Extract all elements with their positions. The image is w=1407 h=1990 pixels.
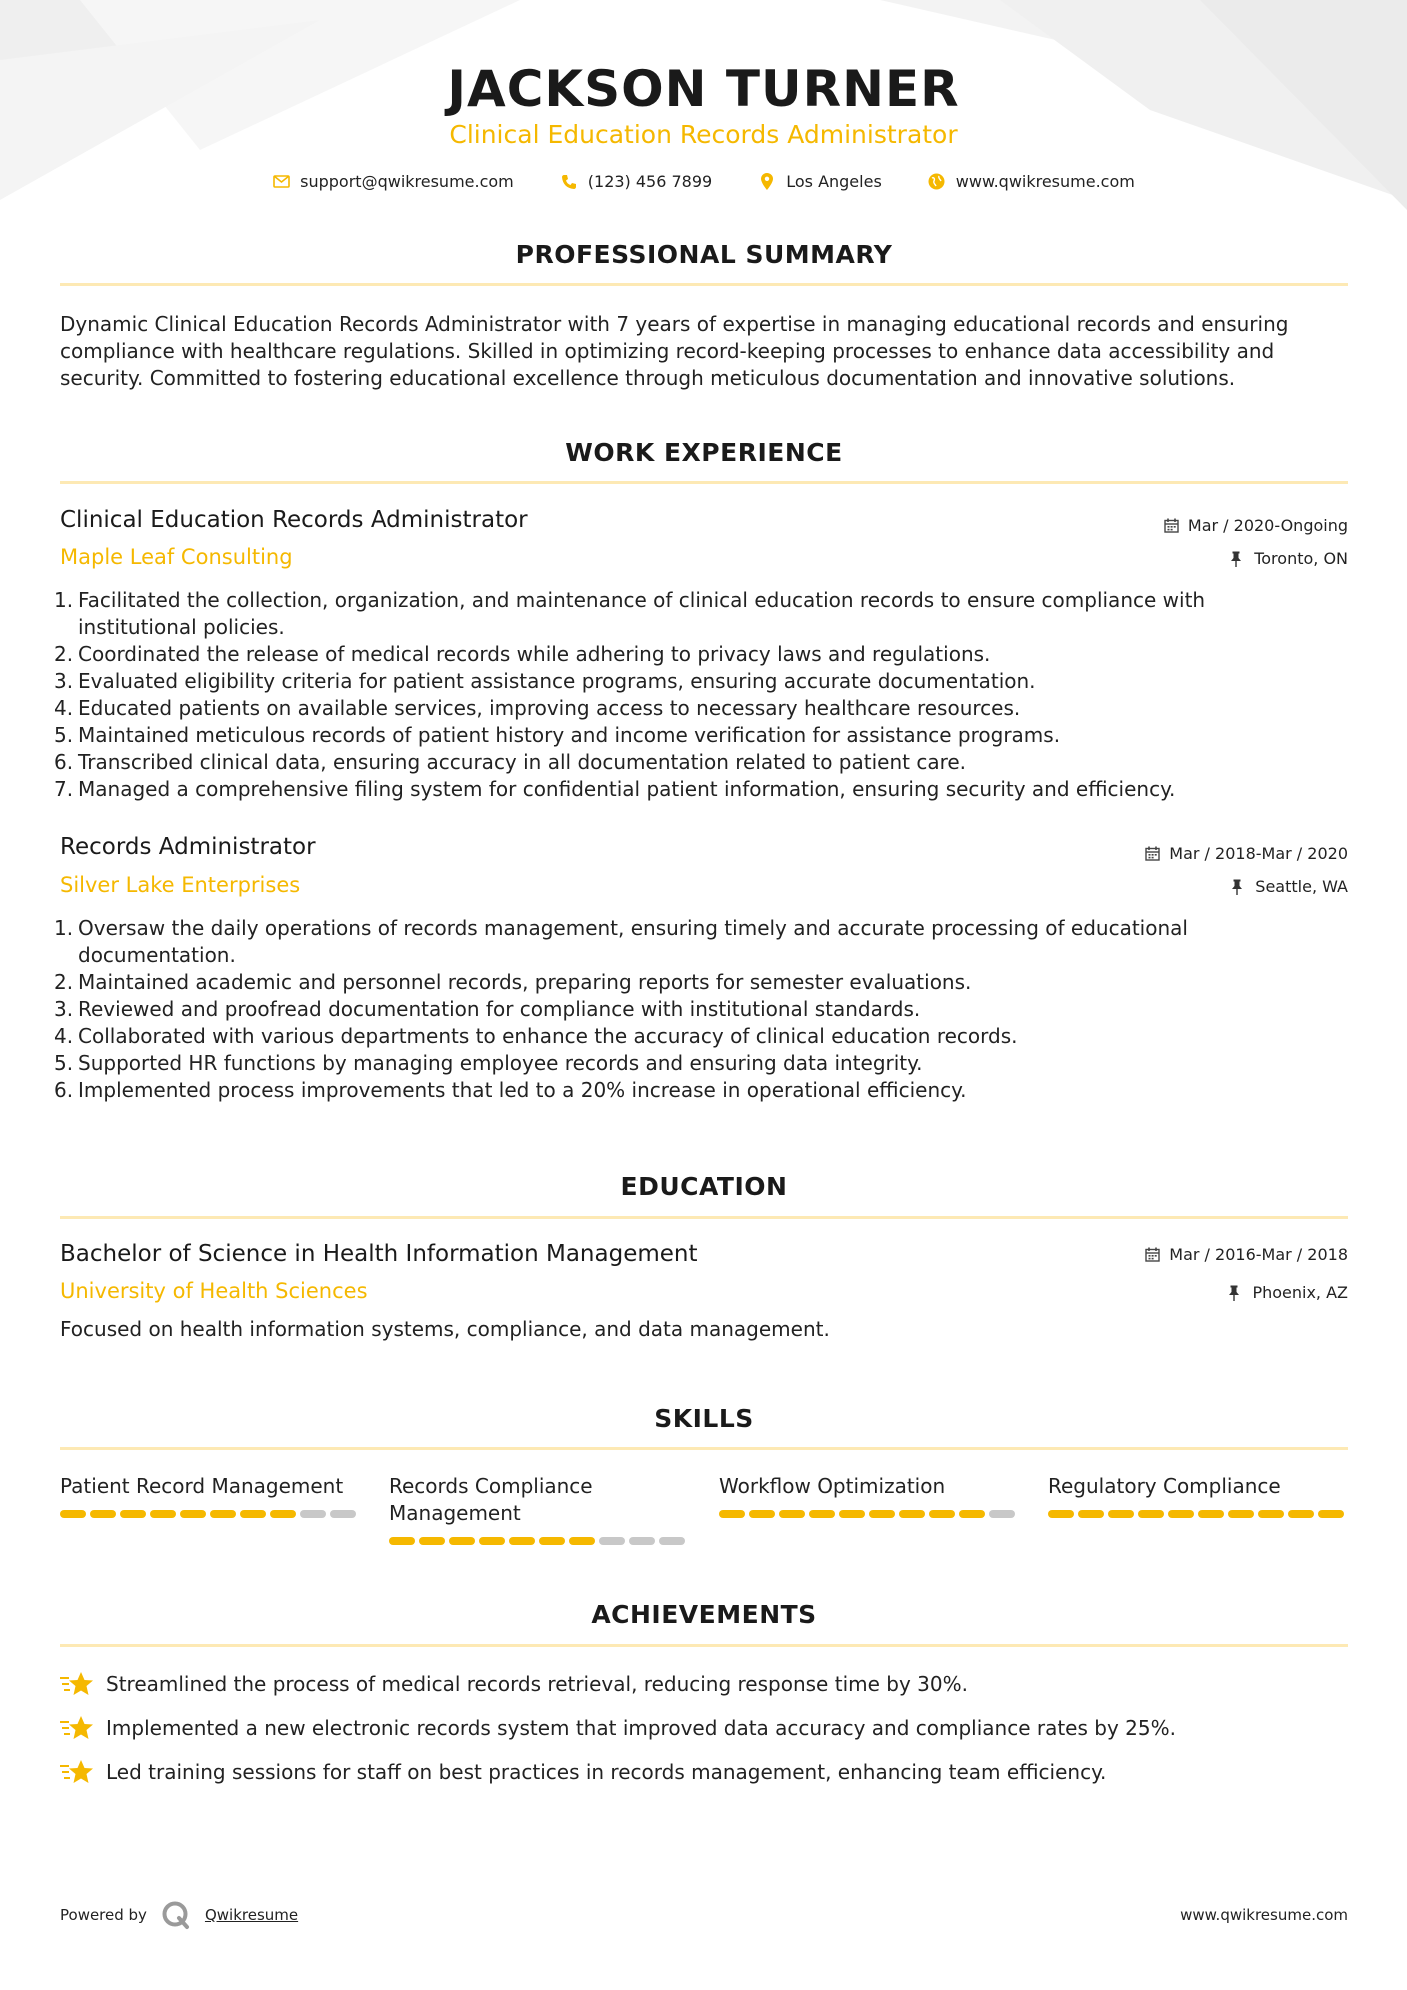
job-date-text: Mar / 2020-Ongoing bbox=[1187, 516, 1348, 535]
skill-level-bar bbox=[60, 1510, 360, 1518]
job-location-text: Toronto, ON bbox=[1254, 549, 1348, 568]
map-pin-icon bbox=[758, 173, 776, 191]
skill-segment-filled bbox=[1318, 1510, 1344, 1518]
list-item: Implemented process improvements that led to a 20% increase in operational efficiency. bbox=[78, 1078, 967, 1102]
star-icon bbox=[60, 1758, 94, 1786]
achievement-text: Implemented a new electronic records system that improved data accuracy and compliance rates by 25%. bbox=[106, 1716, 1176, 1740]
calendar-icon bbox=[1145, 846, 1161, 862]
skill-level-bar bbox=[389, 1537, 689, 1545]
achievements-divider bbox=[60, 1644, 1348, 1647]
star-icon bbox=[60, 1714, 94, 1742]
list-item: Transcribed clinical data, ensuring accuracy in all documentation related to patient care. bbox=[78, 750, 967, 774]
list-item: Educated patients on available services, improving access to necessary healthcare resources. bbox=[78, 696, 1021, 720]
contact-phone-text: (123) 456 7899 bbox=[587, 172, 713, 191]
skill-item bbox=[60, 1473, 360, 1518]
list-item: Oversaw the daily operations of records management, ensuring timely and accurate processing of educational documentation. bbox=[78, 916, 1188, 967]
education-date-text: Mar / 2016-Mar / 2018 bbox=[1169, 1245, 1348, 1264]
skill-segment-filled bbox=[150, 1510, 176, 1518]
job-title: Clinical Education Records Administrator bbox=[60, 507, 528, 533]
skill-segment-filled bbox=[839, 1510, 865, 1518]
job-date bbox=[1145, 844, 1348, 863]
skill-level-bar bbox=[1048, 1510, 1348, 1518]
skill-item bbox=[1048, 1473, 1348, 1518]
skill-segment-filled bbox=[1108, 1510, 1134, 1518]
skill-segment-filled bbox=[1168, 1510, 1194, 1518]
skill-segment-filled bbox=[180, 1510, 206, 1518]
list-item: Evaluated eligibility criteria for patient assistance programs, ensuring accurate documentation. bbox=[78, 669, 1036, 693]
education-description: Focused on health information systems, compliance, and data management. bbox=[60, 1317, 830, 1341]
candidate-title: Clinical Education Records Administrator bbox=[449, 120, 958, 149]
education-heading: EDUCATION bbox=[620, 1172, 788, 1201]
job-location-text: Seattle, WA bbox=[1255, 877, 1348, 896]
skill-name: Patient Record Management bbox=[60, 1474, 344, 1498]
skill-segment-filled bbox=[1078, 1510, 1104, 1518]
powered-by-label: Powered by bbox=[60, 1906, 147, 1924]
skills-heading: SKILLS bbox=[654, 1404, 754, 1433]
calendar-icon bbox=[1164, 518, 1180, 534]
achievement-item bbox=[60, 1758, 1350, 1786]
contact-website[interactable] bbox=[928, 172, 1135, 191]
skill-name: Workflow Optimization bbox=[719, 1474, 946, 1498]
pushpin-icon bbox=[1231, 879, 1247, 895]
skill-segment-filled bbox=[1228, 1510, 1254, 1518]
list-item: Coordinated the release of medical records while adhering to privacy laws and regulations. bbox=[78, 642, 991, 666]
skill-name: Regulatory Compliance bbox=[1048, 1474, 1281, 1498]
list-item: Maintained meticulous records of patient history and income verification for assistance programs. bbox=[78, 723, 1061, 747]
skill-segment-filled bbox=[90, 1510, 116, 1518]
contact-email[interactable] bbox=[272, 172, 514, 191]
footer-website[interactable]: www.qwikresume.com bbox=[1180, 1906, 1348, 1924]
skill-segment-filled bbox=[929, 1510, 955, 1518]
education-location bbox=[1228, 1283, 1348, 1302]
summary-heading: PROFESSIONAL SUMMARY bbox=[515, 240, 893, 269]
school-name: University of Health Sciences bbox=[60, 1279, 368, 1303]
achievement-text: Streamlined the process of medical records retrieval, reducing response time by 30%. bbox=[106, 1672, 968, 1696]
contact-location bbox=[758, 172, 882, 191]
pushpin-icon bbox=[1228, 1285, 1244, 1301]
education-divider bbox=[60, 1216, 1348, 1219]
summary-text: Dynamic Clinical Education Records Administrator with 7 years of expertise in managing educational records and ensuring compliance with healthcare regulations. Skilled in optimizing record-keeping processes to enhance data accessibility and security. Committed to fostering educational excellence through meticulous documentation and innovative solutions. bbox=[60, 312, 1289, 390]
summary-divider bbox=[60, 283, 1348, 286]
skill-segment-filled bbox=[569, 1537, 595, 1545]
education-date bbox=[1145, 1245, 1348, 1264]
job-title: Records Administrator bbox=[60, 834, 316, 860]
job-location bbox=[1230, 549, 1348, 568]
achievement-item bbox=[60, 1670, 1350, 1698]
skill-segment-empty bbox=[330, 1510, 356, 1518]
skill-segment-empty bbox=[659, 1537, 685, 1545]
skill-segment-filled bbox=[1258, 1510, 1284, 1518]
education-location-text: Phoenix, AZ bbox=[1252, 1283, 1348, 1302]
job-bullets bbox=[78, 587, 1328, 803]
skill-item bbox=[719, 1473, 1019, 1518]
list-item: Maintained academic and personnel records, preparing reports for semester evaluations. bbox=[78, 970, 972, 994]
envelope-icon bbox=[272, 173, 290, 191]
skill-segment-empty bbox=[989, 1510, 1015, 1518]
experience-divider bbox=[60, 481, 1348, 484]
footer-powered-by bbox=[60, 1900, 298, 1930]
contact-website-text: www.qwikresume.com bbox=[955, 172, 1135, 191]
skill-segment-filled bbox=[1138, 1510, 1164, 1518]
calendar-icon bbox=[1145, 1247, 1161, 1263]
qwikresume-logo-icon bbox=[161, 1900, 191, 1930]
candidate-name: JACKSON TURNER bbox=[447, 60, 960, 118]
contact-location-text: Los Angeles bbox=[786, 172, 882, 191]
contact-email-text: support@qwikresume.com bbox=[300, 172, 514, 191]
list-item: Collaborated with various departments to enhance the accuracy of clinical education records. bbox=[78, 1024, 1018, 1048]
skill-level-bar bbox=[719, 1510, 1019, 1518]
skill-segment-filled bbox=[1288, 1510, 1314, 1518]
list-item: Reviewed and proofread documentation for compliance with institutional standards. bbox=[78, 997, 921, 1021]
skill-segment-empty bbox=[629, 1537, 655, 1545]
skill-segment-filled bbox=[539, 1537, 565, 1545]
job-location bbox=[1231, 877, 1348, 896]
skill-segment-filled bbox=[479, 1537, 505, 1545]
job-company: Maple Leaf Consulting bbox=[60, 545, 293, 569]
experience-heading: WORK EXPERIENCE bbox=[565, 438, 843, 467]
skill-segment-filled bbox=[509, 1537, 535, 1545]
achievements-heading: ACHIEVEMENTS bbox=[591, 1600, 817, 1629]
achievement-text: Led training sessions for staff on best practices in records management, enhancing team efficiency. bbox=[106, 1760, 1107, 1784]
degree-title: Bachelor of Science in Health Information Management bbox=[60, 1241, 698, 1267]
skill-segment-filled bbox=[1048, 1510, 1074, 1518]
skill-segment-filled bbox=[749, 1510, 775, 1518]
list-item: Facilitated the collection, organization, and maintenance of clinical education records to ensure compliance with institutional policies. bbox=[78, 588, 1206, 639]
skill-segment-filled bbox=[899, 1510, 925, 1518]
skill-segment-filled bbox=[60, 1510, 86, 1518]
skill-segment-filled bbox=[449, 1537, 475, 1545]
skill-segment-empty bbox=[599, 1537, 625, 1545]
achievement-item bbox=[60, 1714, 1350, 1742]
skill-segment-filled bbox=[270, 1510, 296, 1518]
pushpin-icon bbox=[1230, 551, 1246, 567]
skill-segment-filled bbox=[869, 1510, 895, 1518]
skill-item bbox=[389, 1473, 689, 1545]
skill-segment-filled bbox=[779, 1510, 805, 1518]
contact-phone[interactable] bbox=[560, 172, 712, 191]
skills-divider bbox=[60, 1447, 1348, 1450]
job-date bbox=[1164, 516, 1348, 535]
skill-segment-filled bbox=[419, 1537, 445, 1545]
list-item: Managed a comprehensive filing system for confidential patient information, ensuring security and efficiency. bbox=[78, 777, 1176, 801]
skill-segment-filled bbox=[809, 1510, 835, 1518]
skill-segment-empty bbox=[300, 1510, 326, 1518]
globe-icon bbox=[928, 173, 946, 191]
skill-segment-filled bbox=[210, 1510, 236, 1518]
job-company: Silver Lake Enterprises bbox=[60, 873, 301, 897]
skill-segment-filled bbox=[240, 1510, 266, 1518]
contact-bar bbox=[0, 172, 1407, 191]
skill-segment-filled bbox=[959, 1510, 985, 1518]
skill-segment-filled bbox=[719, 1510, 745, 1518]
phone-icon bbox=[560, 173, 578, 191]
skill-segment-filled bbox=[389, 1537, 415, 1545]
job-date-text: Mar / 2018-Mar / 2020 bbox=[1169, 844, 1348, 863]
qwikresume-link[interactable]: Qwikresume bbox=[204, 1906, 299, 1924]
star-icon bbox=[60, 1670, 94, 1698]
list-item: Supported HR functions by managing employee records and ensuring data integrity. bbox=[78, 1051, 923, 1075]
skill-segment-filled bbox=[120, 1510, 146, 1518]
skill-name: Records Compliance Management bbox=[389, 1474, 593, 1525]
skill-segment-filled bbox=[1198, 1510, 1224, 1518]
job-bullets bbox=[78, 915, 1328, 1104]
